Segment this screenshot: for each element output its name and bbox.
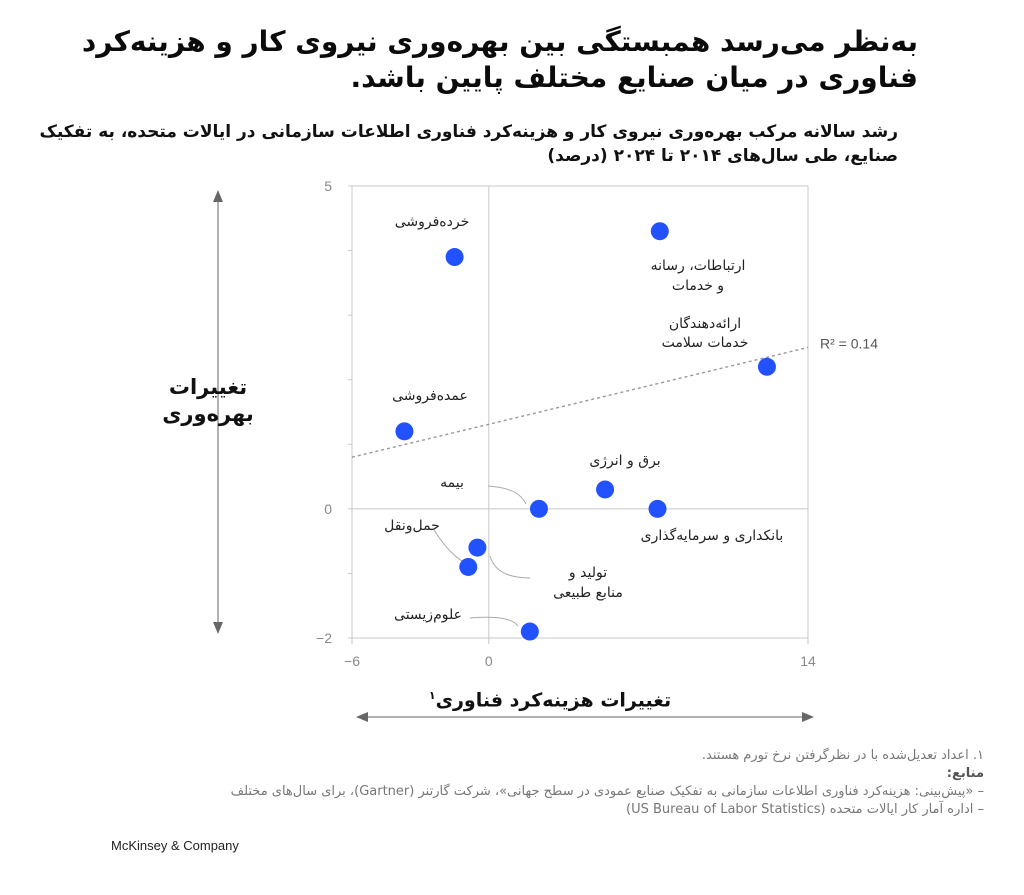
point-label: علوم‌زیستی bbox=[394, 607, 462, 623]
footnotes bbox=[44, 747, 984, 819]
point-label: حمل‌ونقل bbox=[384, 518, 440, 534]
insurance-leader bbox=[488, 486, 526, 504]
data-point bbox=[395, 422, 413, 440]
chart-title: به‌نظر می‌رسد همبستگی بین بهره‌وری نیروی کار و هزینه‌کرد فناوری در میان صنایع مختلف پایین باشد. bbox=[81, 25, 918, 94]
point-label: برق و انرژی bbox=[589, 453, 661, 469]
x-tick-label: −6 bbox=[344, 653, 360, 669]
y-arrow-down-head bbox=[213, 622, 223, 634]
x-tick-label: 14 bbox=[800, 653, 816, 669]
data-point bbox=[468, 539, 486, 557]
source-2: – اداره آمار کار ایالات متحده (US Bureau of Labor Statistics) bbox=[626, 802, 984, 817]
x-axis-footnote-mark: ۱ bbox=[428, 689, 436, 702]
point-label: ارتباطات، رسانه bbox=[650, 258, 746, 274]
sources-heading: منابع: bbox=[946, 766, 984, 781]
point-label: بیمه bbox=[440, 475, 464, 491]
point-label: منابع طبیعی bbox=[553, 585, 623, 601]
y-arrow-up-head bbox=[213, 190, 223, 202]
point-label: بانکداری و سرمایه‌گذاری bbox=[640, 528, 784, 544]
chart-subtitle: رشد سالانه مرکب بهره‌وری نیروی کار و هزینه‌کرد فناوری اطلاعات سازمانی در ایالات متحده، به تفکیک صنایع، طی سال‌های ۲۰۱۴ تا ۲۰۲۴ (درصد) bbox=[39, 122, 898, 166]
data-point bbox=[521, 623, 539, 641]
point-label: و خدمات bbox=[671, 278, 725, 294]
y-tick-label: −2 bbox=[316, 630, 332, 646]
x-tick-label: 0 bbox=[484, 653, 493, 669]
x-arrow-left-head bbox=[356, 712, 368, 722]
x-arrow-right-head bbox=[802, 712, 814, 722]
data-point bbox=[530, 500, 548, 518]
data-point bbox=[651, 222, 669, 240]
x-axis-label-text: تغییرات هزینه‌کرد فناوری bbox=[435, 689, 672, 712]
x-axis-label bbox=[420, 682, 680, 714]
data-point bbox=[758, 358, 776, 376]
point-label: خرده‌فروشی bbox=[394, 214, 470, 230]
y-axis-label: تغییرات بهره‌وری bbox=[162, 375, 254, 426]
lifesci-leader bbox=[470, 617, 518, 626]
y-tick-label: 0 bbox=[324, 500, 332, 517]
y-tick-label: 5 bbox=[324, 178, 332, 194]
data-point bbox=[459, 558, 477, 576]
source-1: – «پیش‌بینی: هزینه‌کرد فناوری اطلاعات سازمانی به تفکیک صنایع عمودی در سطح جهانی»، شرکت گارتنر (Gartner)، برای سال‌های مختلف bbox=[230, 784, 984, 799]
point-label: ارائه‌دهندگان bbox=[668, 316, 742, 332]
point-label: عمده‌فروشی bbox=[392, 388, 468, 404]
point-label: تولید و bbox=[568, 565, 608, 581]
manufacturing-leader bbox=[490, 556, 530, 578]
data-point bbox=[446, 248, 464, 266]
point-label: خدمات سلامت bbox=[661, 335, 749, 351]
data-point bbox=[596, 480, 614, 498]
trendline-r2-label: R² = 0.14 bbox=[820, 335, 878, 352]
footnote-1: ۱. اعداد تعدیل‌شده با در نظرگرفتن نرخ تورم هستند. bbox=[701, 748, 984, 763]
brand-logo: McKinsey & Company bbox=[111, 838, 239, 853]
data-point bbox=[649, 500, 667, 518]
